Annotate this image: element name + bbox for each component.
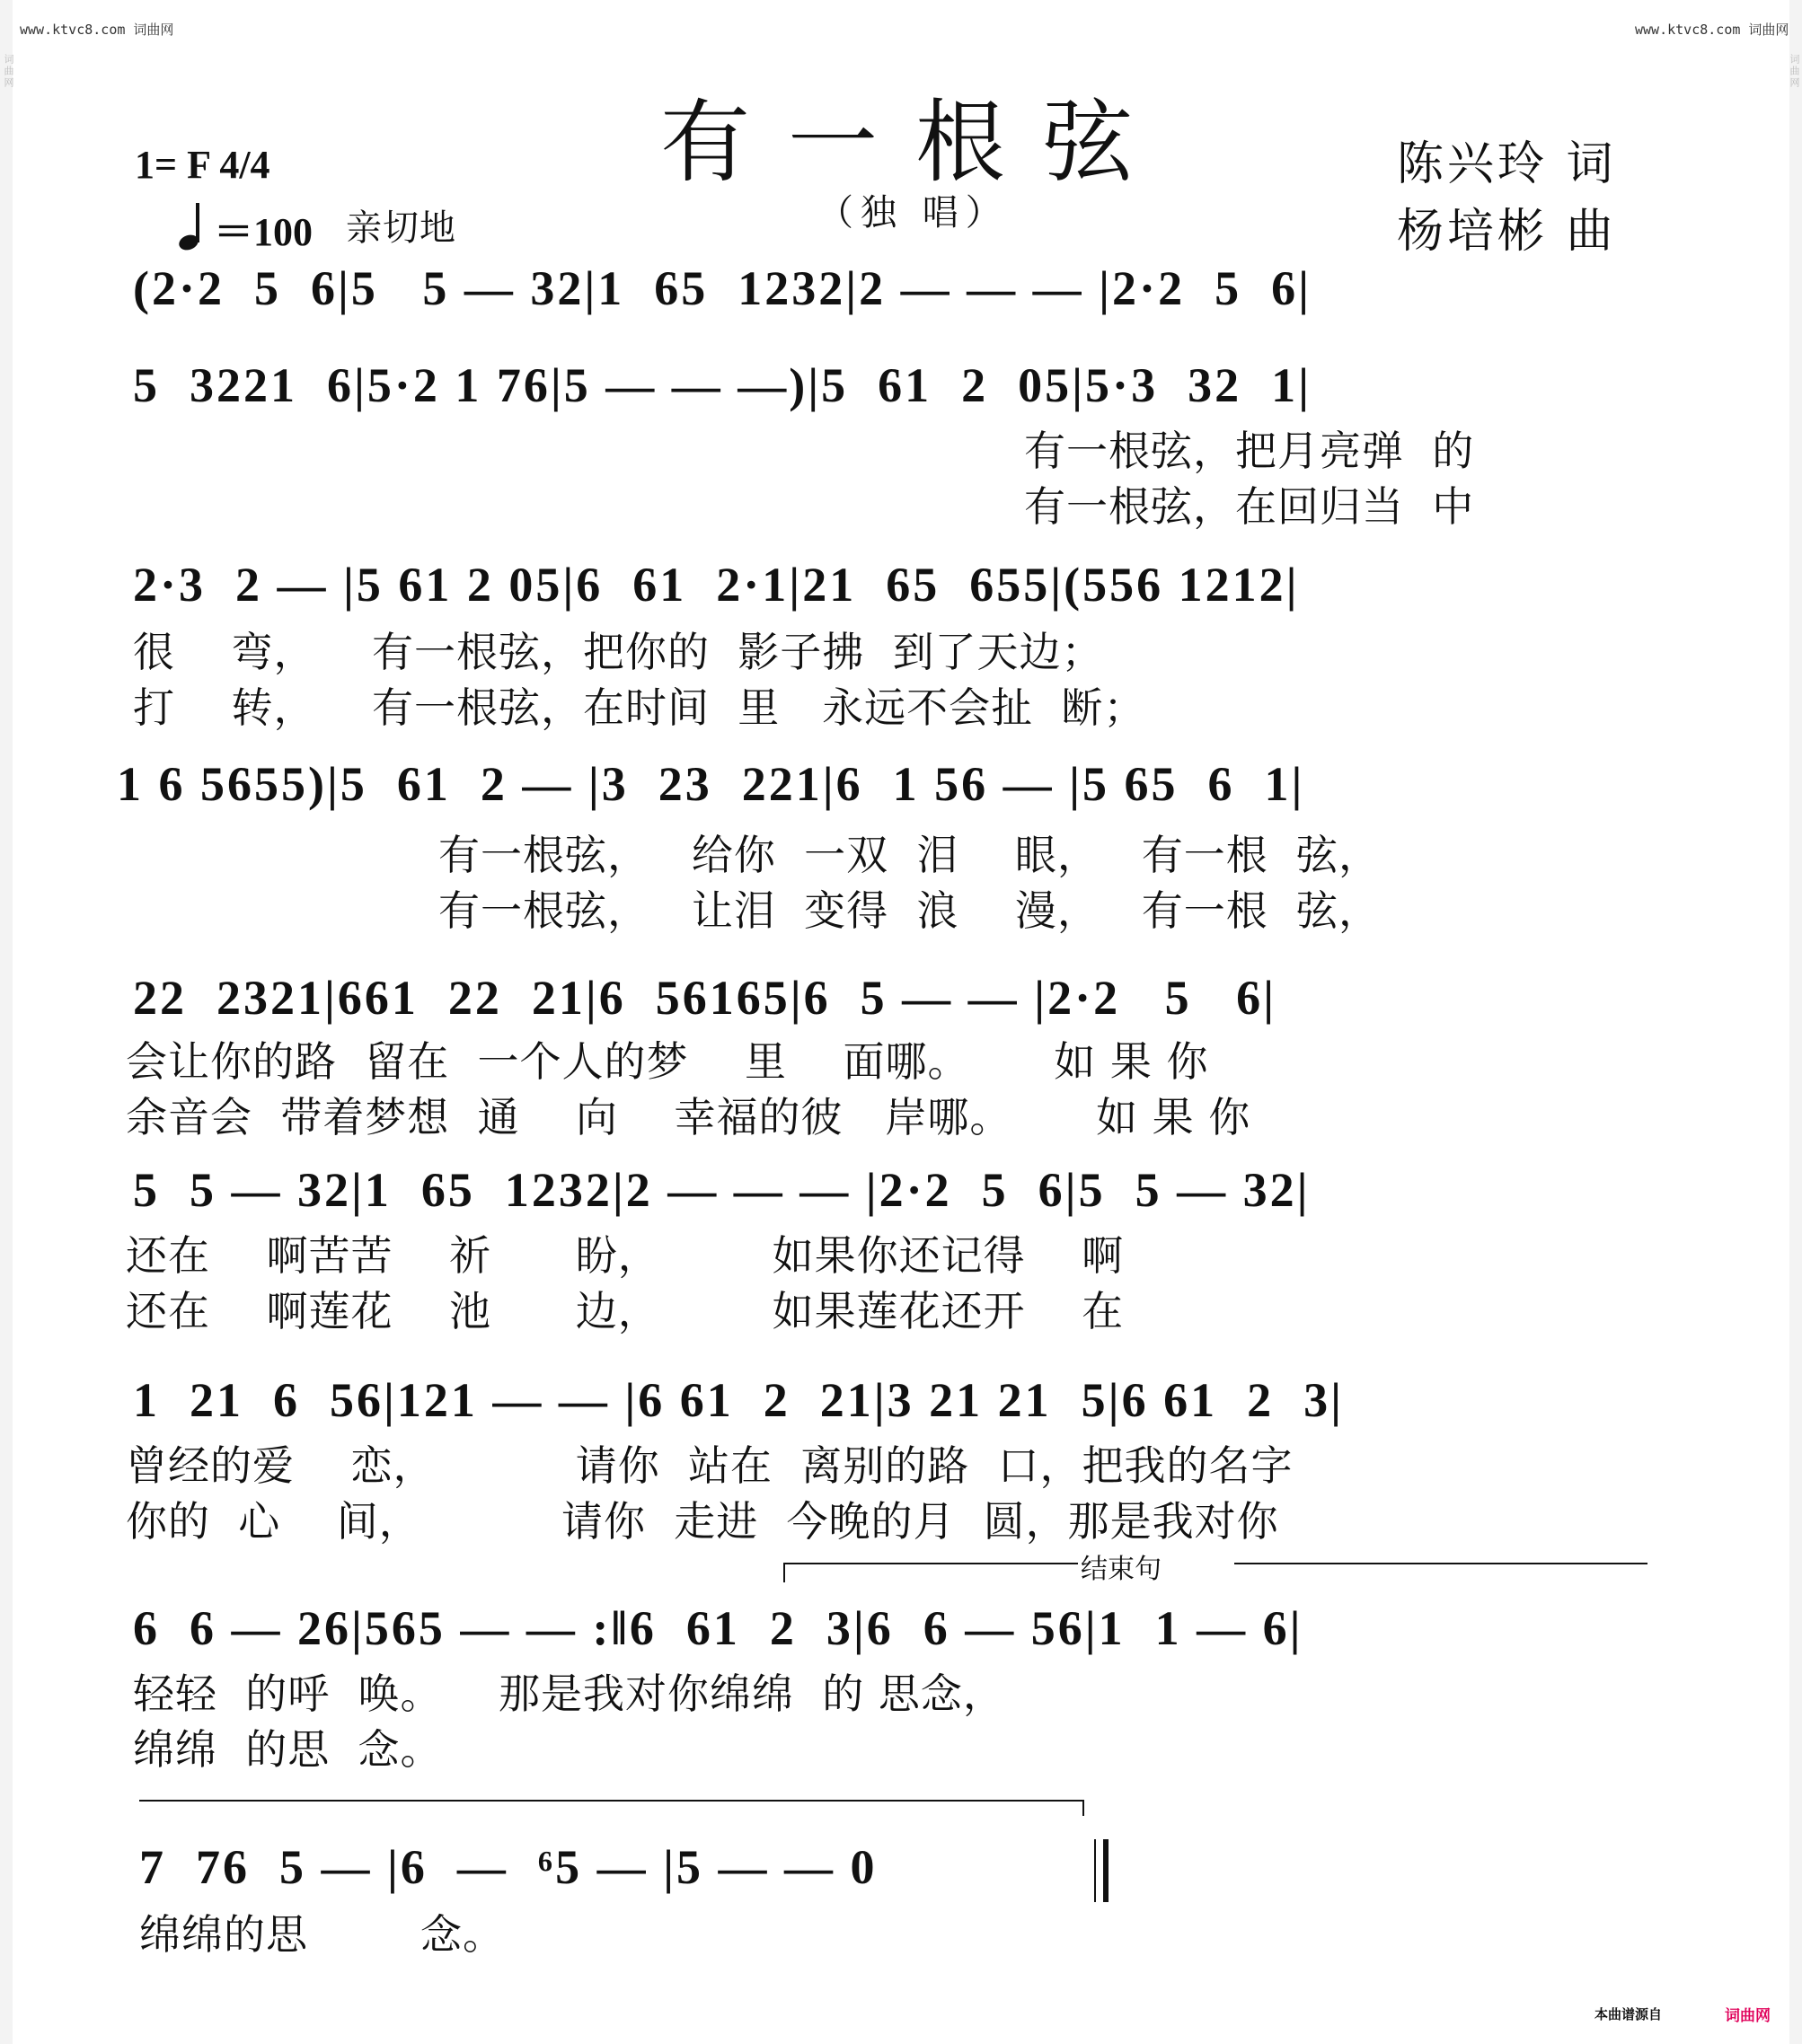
lyric-line-verse1: 绵绵的思 念。 — [139, 1910, 505, 1959]
tempo-marking: 亲切地 — [346, 207, 456, 249]
notation-line: (2·2 5 6|5 5 — 32|1 65 1232|2 — — — |2·2 5 6| — [133, 261, 1312, 315]
coda-bracket-tick — [1082, 1800, 1084, 1816]
notation-line: 22 2321|661 22 21|6 56165|6 5 — — |2·2 5 6| — [133, 971, 1276, 1025]
watermark-right: www.ktvc8.com 词曲网 — [1635, 22, 1789, 38]
footer-site-link[interactable]: 词曲网 — [1725, 2007, 1771, 2025]
coda-bracket-line — [139, 1800, 1082, 1802]
composer-credit: 杨培彬 曲 — [1397, 205, 1617, 259]
notation-line: 5 3221 6|5·2 1 76|5 — — —)|5 61 2 05|5·3 32 1| — [133, 358, 1312, 412]
notation-line: 1 21 6 56|121 — — |6 61 2 21|3 21 21 5|6 61 2 3| — [133, 1373, 1344, 1427]
lyric-line-verse2: 有一根弦，在回归当 中 — [1024, 482, 1475, 531]
notation-line: 6 6 — 26|565 — — :‖6 61 2 3|6 6 — 56|1 1 — 6| — [133, 1601, 1303, 1655]
side-watermark-right: 词曲网 — [1789, 54, 1800, 89]
song-subtitle: （独 唱） — [817, 192, 1009, 233]
lyric-line-verse2: 还在 啊莲花 池 边， 如果莲花还开 在 — [126, 1287, 1125, 1335]
right-margin-strip — [1789, 0, 1802, 2044]
quarter-note-icon — [178, 199, 208, 251]
lyric-line-verse1: 有一根弦， 给你 一双 泪 眼， 有一根 弦， — [438, 831, 1381, 879]
notation-line: 7 76 5 — |6 — ⁶5 — |5 — — 0 — [139, 1840, 878, 1894]
notation-line: 5 5 — 32|1 65 1232|2 — — — |2·2 5 6|5 5 — 32| — [133, 1163, 1311, 1217]
ending-bracket-tick — [783, 1563, 785, 1582]
lyric-line-verse2: 余音会 带着梦想 通 向 幸福的彼 岸哪。 如 果 你 — [126, 1093, 1251, 1141]
final-barline-thin — [1094, 1839, 1096, 1902]
key-signature: 1= F 4/4 — [135, 143, 270, 187]
lyricist-credit: 陈兴玲 词 — [1397, 137, 1617, 191]
lyric-line-verse1: 曾经的爱 恋， 请你 站在 离别的路 口，把我的名字 — [126, 1441, 1294, 1490]
ending-bracket-line — [1234, 1563, 1647, 1564]
notation-line: 1 6 5655)|5 61 2 — |3 23 221|6 1 56 — |5 65 6 1| — [117, 757, 1305, 811]
lyric-line-verse2: 打 转， 有一根弦，在时间 里 永远不会扯 断； — [133, 683, 1146, 732]
lyric-line-verse2: 你的 心 间， 请你 走进 今晚的月 圆，那是我对你 — [126, 1497, 1279, 1546]
lyric-line-verse2: 绵绵 的思 念。 — [133, 1725, 443, 1774]
lyric-line-verse2: 有一根弦， 让泪 变得 浪 漫， 有一根 弦， — [438, 886, 1381, 935]
lyric-line-verse1: 还在 啊苦苦 祈 盼， 如果你还记得 啊 — [126, 1231, 1125, 1280]
song-title: 有一根弦 — [660, 90, 1170, 195]
final-barline-thick — [1103, 1839, 1109, 1902]
lyric-line-verse1: 很 弯， 有一根弦，把你的 影子拂 到了天边； — [133, 628, 1104, 676]
watermark-left: www.ktvc8.com 词曲网 — [20, 22, 174, 38]
footer-source-label: 本曲谱源自 — [1594, 2006, 1663, 2022]
notation-line: 2·3 2 — |5 61 2 05|6 61 2·1|21 65 655|(556 1212| — [133, 558, 1300, 612]
ending-label: 结束句 — [1081, 1554, 1162, 1585]
tempo-value: ＝100 — [214, 210, 313, 254]
lyric-line-verse1: 会让你的路 留在 一个人的梦 里 面哪。 如 果 你 — [126, 1037, 1209, 1086]
lyric-line-verse1: 轻轻 的呼 唤。 那是我对你绵绵 的 思念， — [133, 1670, 1005, 1718]
ending-bracket-line — [783, 1563, 1078, 1564]
lyric-line-verse1: 有一根弦，把月亮弹 的 — [1024, 427, 1475, 475]
side-watermark-left: 词曲网 — [3, 54, 14, 89]
left-margin-strip — [0, 0, 13, 2044]
